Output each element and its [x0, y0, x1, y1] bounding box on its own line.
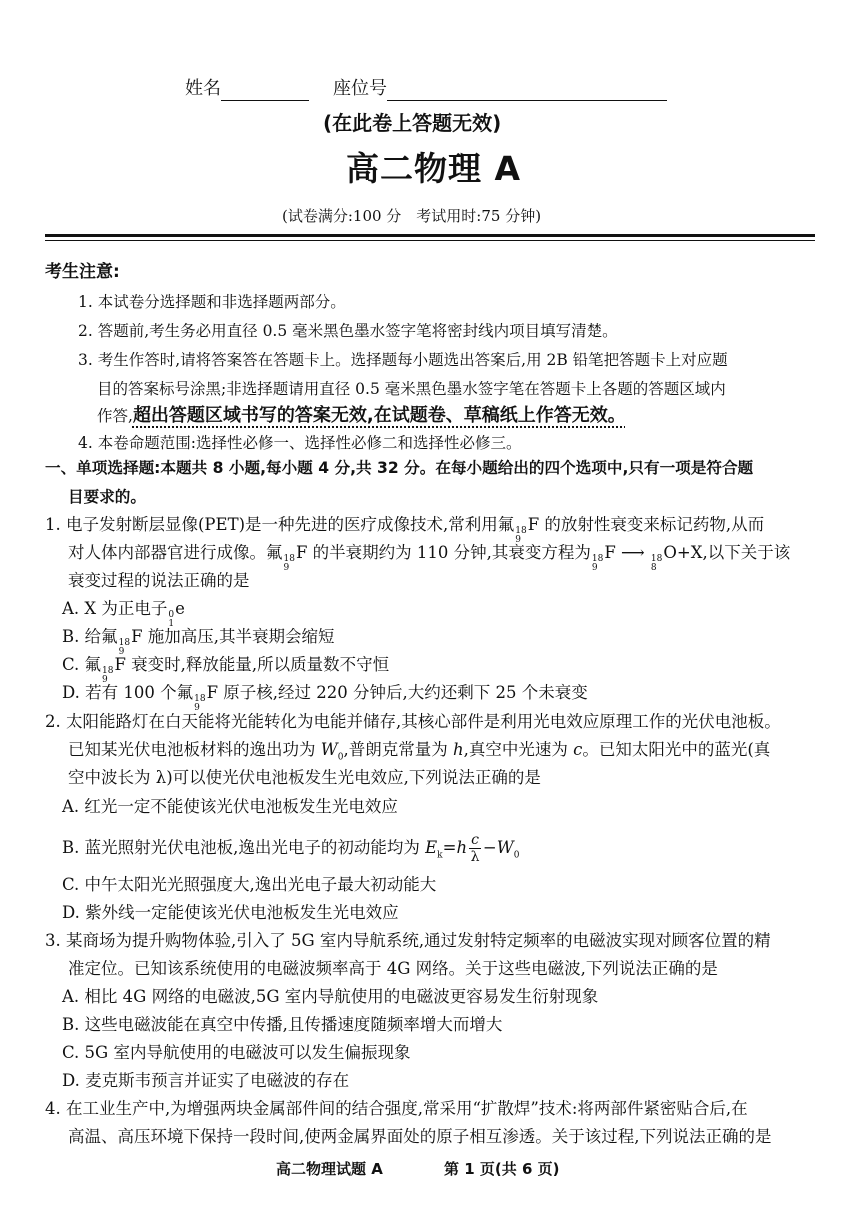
f18-nuclide: 18 9 — [283, 554, 295, 573]
notice-item-3-prefix: 作答, — [97, 407, 133, 425]
header-divider-thick — [45, 234, 815, 237]
q1-option-b-text: F 施加高压,其半衰期会缩短 — [131, 627, 335, 646]
q1-option-a[interactable] — [62, 599, 185, 629]
equation-part: =h — [442, 838, 468, 857]
q2-text: ,普朗克常量为 — [343, 740, 453, 759]
notice-item-3-line-1: 3. 考生作答时,请将答案答在答题卡上。选择题每小题选出答案后,用 2B 铅笔把答题卡上对应题 — [78, 351, 728, 369]
name-field[interactable] — [185, 77, 309, 101]
q3-option-c[interactable]: C. 5G 室内导航使用的电磁波可以发生偏振现象 — [62, 1043, 411, 1062]
q1-option-b-text: B. 给氟 — [62, 627, 118, 646]
work-function-subscript: 0 — [337, 752, 344, 763]
notice-emphasis: 超出答题区域书写的答案无效,在试题卷、草稿纸上作答无效。 — [132, 405, 626, 426]
name-label: 姓名 — [185, 78, 221, 99]
question-2-line-1: 2. 太阳能路灯在白天能将光能转化为电能并储存,其核心部件是利用光电效应原理工作的光伏电池板。 — [45, 712, 781, 731]
question-4-line-1: 4. 在工业生产中,为增强两块金属部件间的结合强度,常采用“扩散焊”技术:将两部件紧密贴合后,在 — [45, 1099, 748, 1118]
f18-nuclide: 18 9 — [118, 638, 131, 657]
f18-nuclide: 18 9 — [102, 666, 114, 685]
question-2-line-2 — [68, 740, 771, 763]
seat-field[interactable] — [333, 77, 667, 101]
q1-option-d-text: D. 若有 100 个氟 — [62, 683, 194, 702]
f18-nuclide: 18 9 — [591, 554, 604, 573]
q2-text: 已知某光伏电池板材料的逸出功为 — [68, 740, 321, 759]
q1-option-b[interactable] — [62, 627, 335, 657]
notice-item-2: 2. 答题前,考生务必用直径 0.5 毫米黑色墨水签字笔将密封线内项目填写清楚。 — [78, 322, 618, 340]
page-title: 高二物理 A — [346, 149, 522, 188]
light-speed-symbol: c — [573, 740, 583, 759]
c-over-lambda-fraction — [469, 832, 481, 865]
question-1-line-3: 衰变过程的说法正确的是 — [68, 571, 250, 590]
q2-option-b-text: B. 蓝光照射光伏电池板,逸出光电子的初动能均为 — [62, 838, 426, 857]
section-1-heading-line-1: 一、单项选择题:本题共 8 小题,每小题 4 分,共 32 分。在每小题给出的四个选项中,只有一项是符合题 — [45, 459, 754, 477]
q1-option-c[interactable] — [62, 655, 389, 685]
q1-text: F 的半衰期约为 110 分钟,其衰变方程为 — [295, 543, 591, 562]
work-function-symbol: W — [320, 740, 338, 759]
question-1-line-2 — [68, 543, 790, 573]
q1-text: O+X,以下关于该 — [663, 543, 791, 562]
fraction-numerator: c — [471, 832, 479, 848]
q1-option-d-text: F 原子核,经过 220 分钟后,大约还剩下 25 个未衰变 — [206, 683, 588, 702]
header-divider-thin — [45, 240, 815, 241]
work-function-subscript: 0 — [513, 850, 520, 861]
q3-option-b[interactable]: B. 这些电磁波能在真空中传播,且传播速度随频率增大而增大 — [62, 1015, 503, 1034]
question-4-line-2: 高温、高压环境下保持一段时间,使两金属界面处的原子相互渗透。关于该过程,下列说法正确的是 — [68, 1127, 772, 1146]
q1-text: 对人体内部器官进行成像。氟 — [68, 543, 283, 562]
question-1-line-1 — [45, 515, 764, 545]
planck-symbol: h — [452, 740, 464, 759]
question-3-line-2: 准定位。已知该系统使用的电磁波频率高于 4G 网络。关于这些电磁波,下列说法正确的是 — [68, 959, 718, 978]
q1-option-c-text: F 衰变时,释放能量,所以质量数不守恒 — [114, 655, 390, 674]
notice-item-3-line-2: 目的答案标号涂黑;非选择题请用直径 0.5 毫米黑色墨水签字笔在答题卡上各题的答题区域内 — [97, 380, 726, 398]
q1-option-a-text: e — [175, 599, 185, 618]
q1-option-d[interactable] — [62, 683, 588, 713]
q3-option-a[interactable]: A. 相比 4G 网络的电磁波,5G 室内导航使用的电磁波更容易发生衍射现象 — [62, 987, 599, 1006]
f18-nuclide: 18 9 — [194, 694, 206, 713]
q2-option-b[interactable] — [62, 830, 519, 866]
exam-info: (试卷满分:100 分 考试用时:75 分钟) — [282, 207, 542, 225]
page-number: 第 1 页(共 6 页) — [444, 1160, 560, 1178]
o18-nuclide: 18 8 — [650, 554, 663, 573]
seat-label: 座位号 — [333, 78, 387, 99]
decay-arrow: F ⟶ — [604, 543, 650, 562]
notice-item-3-line-3 — [97, 404, 626, 428]
q3-option-d[interactable]: D. 麦克斯韦预言并证实了电磁波的存在 — [62, 1071, 350, 1090]
q2-option-d[interactable]: D. 紫外线一定能使该光伏电池板发生光电效应 — [62, 903, 399, 922]
kinetic-energy-subscript: k — [437, 850, 443, 861]
question-3-line-1: 3. 某商场为提升购物体验,引入了 5G 室内导航系统,通过发射特定频率的电磁波实现对顾客位置的精 — [45, 931, 771, 950]
q2-text: 。已知太阳光中的蓝光(真 — [582, 740, 771, 759]
q2-option-c[interactable]: C. 中午太阳光光照强度大,逸出光电子最大初动能大 — [62, 875, 437, 894]
question-2-line-3: 空中波长为 λ)可以使光伏电池板发生光电效应,下列说法正确的是 — [68, 768, 541, 787]
q1-text: F 的放射性衰变来标记药物,从而 — [527, 515, 765, 534]
q1-option-c-text: C. 氟 — [62, 655, 102, 674]
q1-option-a-text: A. X 为正电子 — [62, 599, 168, 618]
notice-item-1: 1. 本试卷分选择题和非选择题两部分。 — [78, 293, 346, 311]
footer-title: 高二物理试题 A — [276, 1160, 383, 1178]
q2-option-a[interactable]: A. 红光一定不能使该光伏电池板发生光电效应 — [62, 797, 398, 816]
notice-heading: 考生注意: — [45, 262, 120, 282]
q2-text: ,真空中光速为 — [463, 740, 574, 759]
invalid-note: (在此卷上答题无效) — [323, 111, 502, 135]
kinetic-energy-symbol: E — [425, 838, 438, 857]
equation-part: −W — [482, 838, 514, 857]
q1-text: 1. 电子发射断层显像(PET)是一种先进的医疗成像技术,常利用氟 — [45, 515, 515, 534]
positron-nuclide: 0 1 — [168, 610, 175, 629]
notice-item-4: 4. 本卷命题范围:选择性必修一、选择性必修二和选择性必修三。 — [78, 434, 522, 452]
fraction-denominator: λ — [470, 849, 480, 865]
f18-nuclide: 18 9 — [515, 526, 527, 545]
section-1-heading-line-2: 目要求的。 — [68, 488, 146, 506]
